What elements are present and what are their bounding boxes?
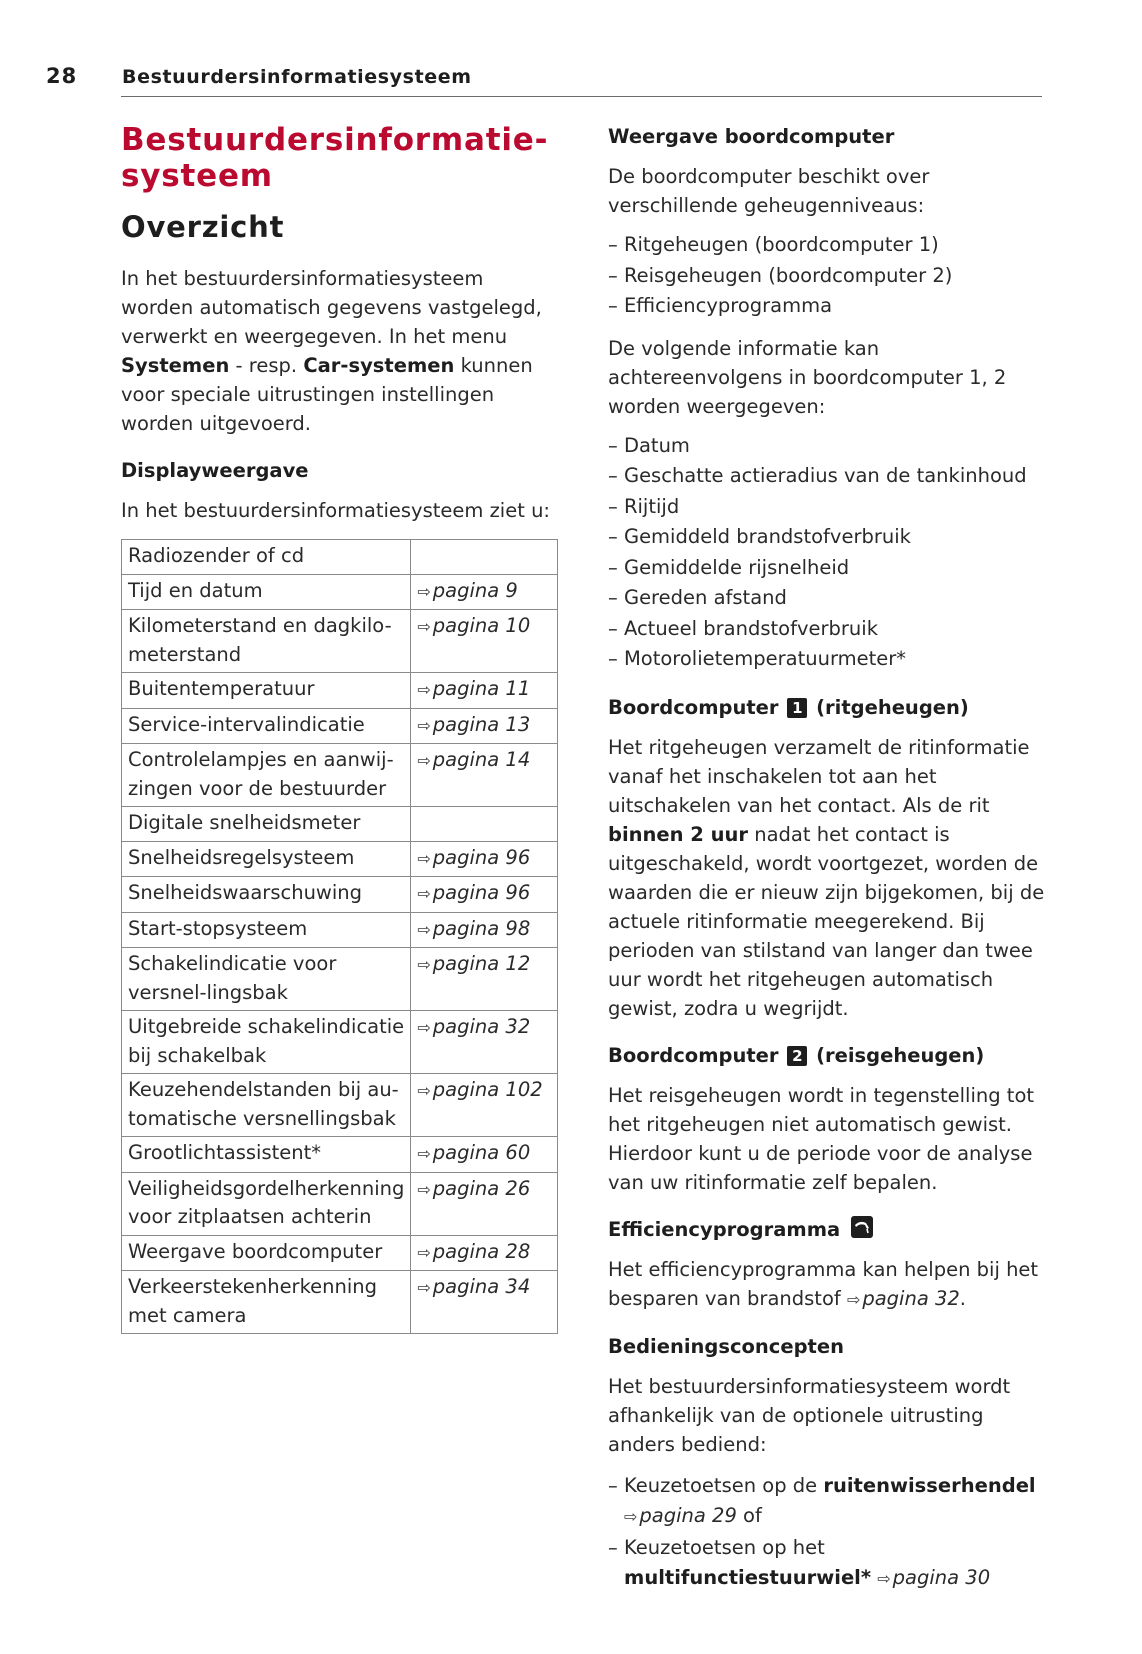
controls-paragraph: Het bestuurdersinformatiesysteem wordt afhankelijk van de optionele uitrusting anders bediend: [608,1374,1011,1456]
feature-cell: Service-intervalindicatie [122,708,411,744]
table-row [122,673,558,709]
efficiency-paragraph [608,1255,1048,1314]
menu-car-systemen: Car-systemen [303,354,455,377]
feature-cell: Buitentemperatuur [122,673,411,709]
list-item: – Actueel brandstofverbruik [608,614,1048,645]
intro-paragraph [121,264,561,438]
efficiency-heading [608,1215,1048,1244]
chapter-title-line2: systeem [121,158,273,194]
page-ref-link[interactable]: pagina 9 [432,578,518,602]
efficiency-heading-text: Efficiencyprogramma [608,1217,841,1241]
boardcomputer-intro: De boordcomputer beschikt over verschillende geheugenniveaus: [608,165,930,217]
list-item: – Datum [608,431,1048,462]
controls-item-text: Keuzetoetsen op de [623,1473,824,1497]
controls-item-text: Keuzetoetsen op het [623,1535,825,1559]
table-row [122,574,558,610]
bc2-paragraph: Het reisgeheugen wordt in tegenstelling tot het ritgeheugen niet automatisch gewist. Hierdoor kunt u de periode voor de analyse van uw ritinformatie zelf bepalen. [608,1083,1035,1194]
running-title: Bestuurdersinformatiesysteem [122,66,472,88]
info-intro: De volgende informatie kan achtereenvolgens in boordcomputer 1, 2 worden weergegeven: [608,336,1007,418]
feature-cell: Weergave boordcomputer [122,1235,411,1271]
table-row [122,708,558,744]
feature-cell: Controlelampjes en aanwij-zingen voor de bestuurder [122,744,411,807]
controls-item-text: of [736,1504,762,1527]
arrow-ref-icon: ⇨ [417,715,431,735]
table-row [122,1271,558,1334]
controls-heading: Bedieningsconcepten [608,1334,844,1358]
bc1-paragraph [608,733,1048,1023]
page-ref-cell[interactable] [411,948,558,1011]
left-column [121,120,561,1334]
feature-cell: Keuzehendelstanden bij au-tomatische versnellingsbak [122,1074,411,1137]
arrow-ref-icon: ⇨ [417,617,431,636]
boardcomputer-heading: Weergave boordcomputer [608,125,895,148]
bc1-text: nadat het contact is uitgeschakeld, wordt voortgezet, worden de waarden die er nieuw zijn bijgekomen, bij de actuele ritinformatie meegerekend. Bij perioden van stilstand van langer dan twee uur wordt het ritgeheugen automatisch gewist, zodra u wegrijdt. [608,822,1045,1020]
efficiency-text: Het efficiencyprogramma kan helpen bij het besparen van brandstof [608,1257,1039,1310]
arrow-ref-icon: ⇨ [417,884,431,903]
intro-text: In het bestuurdersinformatiesysteem worden automatisch gegevens vastgelegd, verwerkt en weergegeven. In het menu [121,267,542,348]
page-ref-cell[interactable] [411,610,558,673]
fuel-nozzle-icon [851,1216,873,1238]
number-1-icon: 1 [787,698,807,718]
arrow-ref-icon: ⇨ [417,919,431,939]
bc1-bold: binnen 2 uur [608,822,749,846]
arrow-ref-icon: ⇨ [417,848,431,868]
page-ref-link[interactable]: pagina 96 [432,881,531,904]
bc1-text: Het ritgeheugen verzamelt de ritinformatie vanaf het inschakelen tot aan het uitschakelen van het contact. Als de rit [608,735,1030,817]
page-ref-link[interactable]: pagina 29 [639,1504,737,1527]
feature-cell: Kilometerstand en dagkilo-meterstand [122,610,411,673]
arrow-ref-icon: ⇨ [417,1242,431,1262]
chapter-title-line1: Bestuurdersinformatie- [121,122,549,158]
bc1-heading-text: Boordcomputer [608,695,779,719]
page-ref-cell[interactable] [411,877,558,913]
feature-cell: Tijd en datum [122,574,411,610]
list-item: – Geschatte actieradius van de tankinhoud [608,461,1048,492]
page-ref-cell[interactable] [411,1137,558,1173]
arrow-ref-icon: ⇨ [877,1569,891,1588]
table-row [122,1011,558,1074]
arrow-ref-icon: ⇨ [417,1144,431,1163]
arrow-ref-icon: ⇨ [624,1507,638,1526]
arrow-ref-icon: ⇨ [417,955,431,974]
display-intro: In het bestuurdersinformatiesysteem ziet u: [121,499,550,522]
table-row [122,1235,558,1271]
arrow-ref-icon: ⇨ [846,1289,861,1309]
memory-levels-list [608,230,1048,322]
feature-cell: Grootlichtassistent* [122,1137,411,1173]
list-item: – Motorolietemperatuurmeter* [608,644,1048,675]
arrow-ref-icon: ⇨ [417,1278,431,1297]
page-ref-link[interactable]: pagina 34 [432,1275,531,1298]
page-ref-link[interactable]: pagina 32 [862,1286,960,1310]
info-items-list [608,431,1048,675]
intro-text: kunnen voor speciale uitrustingen instellingen worden uitgevoerd. [121,354,533,435]
bc2-heading [608,1041,1048,1070]
feature-cell: Radiozender of cd [122,540,411,575]
arrow-ref-icon: ⇨ [417,1081,431,1100]
arrow-ref-icon: ⇨ [417,680,431,699]
list-item: – Gereden afstand [608,583,1048,614]
list-item: – Gemiddelde rijsnelheid [608,553,1048,584]
steering-wheel-term: multifunctiestuurwiel* [624,1566,872,1589]
page-ref-link[interactable]: pagina 30 [892,1566,991,1589]
page-ref-link[interactable]: pagina 12 [432,952,531,975]
page-ref-link[interactable]: pagina 60 [432,1141,531,1164]
page-ref-cell[interactable] [411,841,558,877]
page-ref-cell[interactable] [411,673,558,709]
arrow-ref-icon: ⇨ [417,1018,431,1037]
list-item: – Reisgeheugen (boordcomputer 2) [608,261,1048,292]
page-ref-link[interactable]: pagina 102 [432,1078,543,1101]
list-item: – Gemiddeld brandstofverbruik [608,522,1048,553]
page-ref-cell[interactable] [411,708,558,744]
display-table [121,539,558,1334]
table-row [122,744,558,807]
page-ref-cell[interactable] [411,1172,558,1235]
wiper-lever-term: ruitenwisserhendel [823,1473,1036,1497]
page-ref-link[interactable]: pagina 11 [432,677,531,700]
page-ref-cell[interactable] [411,1074,558,1137]
feature-cell: Uitgebreide schakelindicatie bij schakelbak [122,1011,411,1074]
page-ref-link[interactable]: pagina 28 [432,1239,531,1263]
table-row [122,877,558,913]
page-ref-cell[interactable] [411,574,558,610]
feature-cell: Schakelindicatie voor versnel-lingsbak [122,948,411,1011]
number-2-icon: 2 [787,1046,807,1066]
page-ref-cell[interactable] [411,912,558,948]
page-ref-cell [411,540,558,575]
page-ref-cell[interactable] [411,1271,558,1334]
page-ref-link[interactable]: pagina 98 [432,916,531,940]
page-ref-cell [411,807,558,842]
feature-cell: Verkeerstekenherkenning met camera [122,1271,411,1334]
table-row [122,841,558,877]
bc1-heading-suffix: (ritgeheugen) [816,695,969,719]
controls-list [608,1471,1048,1595]
page-ref-link[interactable]: pagina 14 [432,748,531,771]
table-row [122,1172,558,1235]
table-row [122,540,558,575]
section-title: Overzicht [121,210,285,244]
bc2-heading-text: Boordcomputer [608,1043,779,1067]
intro-text: - resp. [229,354,304,377]
page-header [0,0,1142,100]
arrow-ref-icon: ⇨ [417,1179,431,1199]
page-ref-cell[interactable] [411,1011,558,1074]
feature-cell: Snelheidsregelsysteem [122,841,411,877]
feature-cell: Snelheidswaarschuwing [122,877,411,913]
page-ref-link[interactable]: pagina 13 [432,712,531,736]
right-column [608,122,1048,1595]
table-row [122,610,558,673]
efficiency-text-end: . [959,1286,966,1310]
bc2-heading-suffix: (reisgeheugen) [816,1043,985,1067]
feature-cell: Start-stopsysteem [122,912,411,948]
feature-cell: Digitale snelheidsmeter [122,807,411,842]
controls-item [608,1533,1048,1595]
page-ref-link[interactable]: pagina 32 [432,1015,531,1038]
page-ref-link[interactable]: pagina 26 [432,1176,531,1200]
controls-item [608,1471,1048,1533]
list-item: – Ritgeheugen (boordcomputer 1) [608,230,1048,261]
table-row [122,1074,558,1137]
table-row [122,912,558,948]
menu-systemen: Systemen [121,354,230,377]
display-heading: Displayweergave [121,459,309,482]
feature-cell: Veiligheidsgordelherkenning voor zitplaatsen achterin [122,1172,411,1235]
page-ref-link[interactable]: pagina 96 [432,845,531,869]
arrow-ref-icon: ⇨ [417,581,431,601]
chapter-title [121,122,561,194]
table-row [122,948,558,1011]
page-ref-cell[interactable] [411,744,558,807]
table-row [122,807,558,842]
bc1-heading [608,693,1048,722]
page-number: 28 [46,64,78,88]
arrow-ref-icon: ⇨ [417,751,431,770]
table-row [122,1137,558,1173]
page-ref-cell[interactable] [411,1235,558,1271]
page-ref-link[interactable]: pagina 10 [432,614,531,637]
list-item: – Efficiencyprogramma [608,291,1048,322]
list-item: – Rijtijd [608,492,1048,523]
header-divider [121,96,1042,97]
